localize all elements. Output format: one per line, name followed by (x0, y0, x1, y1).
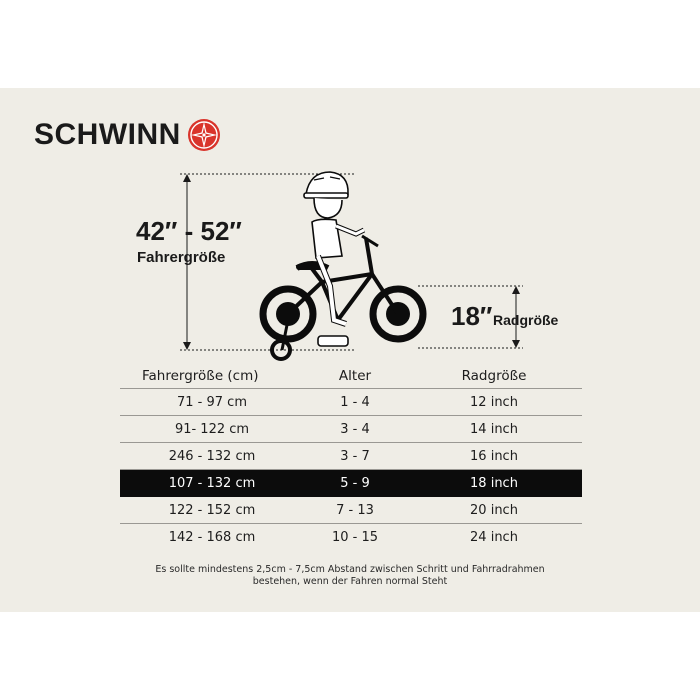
cell-wheel-size: 24 inch (470, 529, 518, 545)
header-wheel-size: Radgröße (461, 368, 527, 384)
fit-note-line-2: bestehen, wenn der Fahren normal Steht (252, 576, 448, 587)
cell-rider-size: 107 - 132 cm (168, 475, 256, 491)
cell-age: 10 - 15 (331, 529, 379, 545)
table-row-highlighted (120, 470, 582, 497)
cell-age: 3 - 4 (340, 421, 370, 437)
header-rider-size: Fahrergröße (cm) (142, 368, 259, 384)
table-row (120, 416, 582, 443)
cell-age: 5 - 9 (340, 475, 370, 491)
cell-rider-size: 91- 122 cm (174, 421, 250, 437)
cell-age: 3 - 7 (340, 448, 370, 464)
cell-wheel-size: 12 inch (470, 394, 518, 410)
cell-wheel-size: 14 inch (470, 421, 518, 437)
table-row (120, 524, 582, 550)
size-table (120, 364, 582, 550)
wheel-size-value: 18″ (451, 301, 493, 331)
cell-age: 1 - 4 (340, 394, 370, 410)
cell-rider-size: 71 - 97 cm (177, 394, 247, 410)
cell-age: 7 - 13 (336, 502, 374, 518)
table-row (120, 443, 582, 470)
cell-wheel-size: 20 inch (470, 502, 518, 518)
cell-rider-size: 246 - 132 cm (168, 448, 256, 464)
fit-note (0, 564, 700, 588)
cell-wheel-size: 18 inch (470, 475, 518, 491)
brand-name: SCHWINN (34, 118, 181, 151)
rider-height-label: Fahrergröße (137, 249, 226, 266)
table-row (120, 497, 582, 524)
cell-rider-size: 142 - 168 cm (168, 529, 256, 545)
cell-wheel-size: 16 inch (470, 448, 518, 464)
table-header (120, 364, 582, 388)
table-row (120, 388, 582, 416)
cell-rider-size: 122 - 152 cm (168, 502, 256, 518)
wheel-size-label: Radgröße (493, 312, 559, 328)
fit-note-line-1: Es sollte mindestens 2,5cm - 7,5cm Abstand zwischen Schritt und Fahrradrahmen (155, 564, 545, 575)
size-chart-panel (0, 88, 700, 612)
rider-height-range: 42″ - 52″ (136, 216, 242, 246)
header-age: Alter (338, 368, 372, 384)
